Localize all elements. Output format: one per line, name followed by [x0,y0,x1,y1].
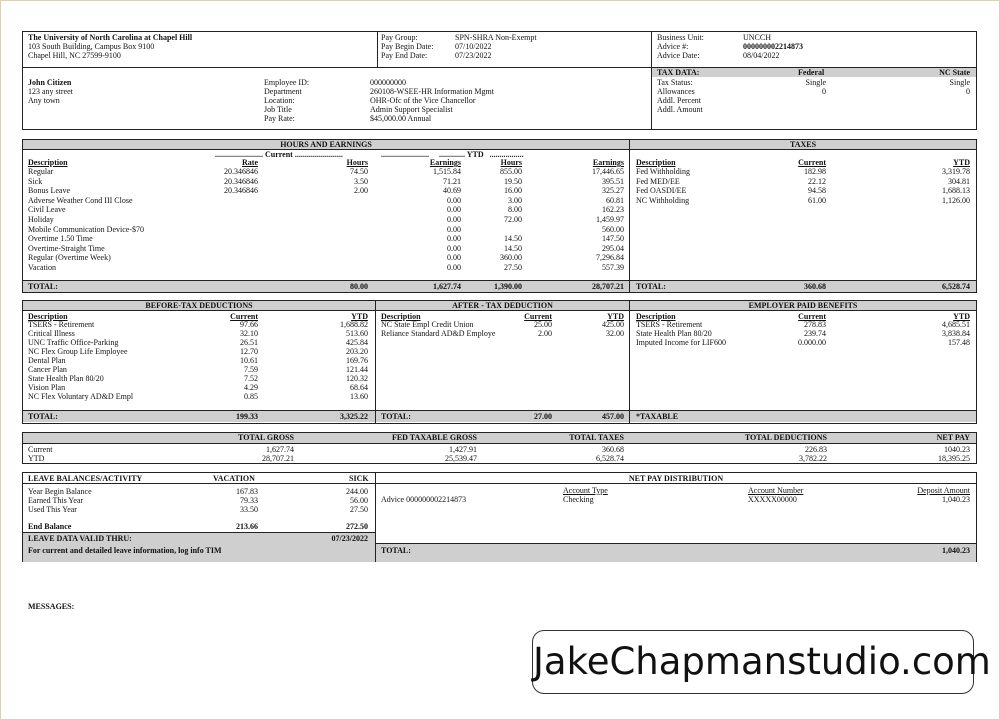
net-pay-total: 1,040.23 [942,546,970,555]
before-tax-row-desc: NC Flex Voluntary AD&D Empl [28,392,134,401]
after-tax-total-current: 27.00 [534,412,552,421]
earnings-total-ytd-hours: 1,390.00 [494,282,522,291]
tax-state-header: NC State [939,68,970,77]
before-tax-col-header: Current [230,312,258,321]
summary-col-header: TOTAL DEDUCTIONS [744,433,827,442]
employee-field-value: OHR-Ofc of the Vice Chancellor [370,96,476,105]
earnings-row-value: 3.50 [354,176,368,186]
earnings-row-value: 7,296.84 [596,253,624,263]
leave-valid-date: 07/23/2022 [331,534,368,543]
earnings-row-value: 0.00 [447,224,461,234]
summary-col-header: FED TAXABLE GROSS [391,433,477,442]
earnings-row-desc: Regular (Overtime Week) [28,253,111,263]
leave-sick-header: SICK [349,474,369,483]
earnings-row-value: 2.00 [354,186,368,196]
pay-group-value: SPN-SHRA Non-Exempt [455,33,537,42]
before-tax-row-value: 0.85 [244,392,258,401]
pay-begin-value: 07/10/2022 [455,42,492,51]
taxes-row-value: 1,688.13 [942,186,970,196]
net-pay-col-account-number: Account Number [748,486,804,495]
employee-field-label: Job Title [264,105,292,114]
earnings-row-value: 74.50 [350,167,368,176]
leave-row-sick: 244.00 [346,487,368,496]
leave-valid-label: LEAVE DATA VALID THRU: [28,534,132,543]
benefits-total-bar [630,410,976,422]
before-tax-row-value: 26.51 [240,338,258,347]
employee-name: John Citizen [28,78,72,87]
taxes-col-header: Current [798,158,826,167]
earnings-row-value: 20.346846 [224,167,258,176]
earnings-row-value: 20.346846 [224,176,258,186]
advice-number-value: 000000002214873 [743,42,803,51]
before-tax-row-value: 203.20 [346,347,368,356]
earnings-row-value: 27.50 [504,263,522,272]
taxes-row-value: 3,319.78 [942,167,970,176]
after-tax-title: AFTER - TAX DEDUCTION [376,301,629,311]
taxes-title: TAXES [630,140,976,150]
earnings-total-ytd-earnings: 28,707.21 [592,282,624,291]
earnings-row-value: 0.00 [447,243,461,253]
earnings-row-value: 8.00 [508,205,522,215]
earnings-col-header: Earnings [592,158,624,167]
tax-data-label: Allowances [657,87,695,96]
summary-row-label: YTD [28,454,45,463]
employee-field-value: 260108-WSEE-HR Information Mgmt [370,87,494,96]
watermark: JakeChapmanstudio.com [532,630,974,694]
leave-row-label: Year Begin Balance [28,487,92,496]
earnings-row-value: 1,459.97 [596,215,624,224]
tax-federal-header: Federal [798,68,825,77]
advice-date-value: 08/04/2022 [743,51,780,60]
benefits-row-value: 4,685.51 [942,320,970,329]
employee-field-value: Admin Support Specialist [370,105,453,114]
employer-benefits-title: EMPLOYER PAID BENEFITS [630,301,976,311]
taxable-label: *TAXABLE [636,412,679,421]
employee-field-value: $45,000.00 Annual [370,114,432,123]
earnings-row-value: 0.00 [447,195,461,205]
pay-end-value: 07/23/2022 [455,51,492,60]
taxes-total-current: 360.68 [804,282,826,291]
earnings-row-desc: Overtime-Straight Time [28,243,105,253]
before-tax-row-value: 425.84 [346,338,368,347]
earnings-row-value: 20.346846 [224,186,258,196]
business-unit-label: Business Unit: [657,33,704,42]
before-tax-row-value: 121.44 [346,365,368,374]
benefits-row-desc: Imputed Income for LIF600 [636,338,726,347]
benefits-row-value: 157.48 [948,338,970,347]
tax-data-state: 0 [966,87,970,96]
before-tax-row-value: 513.60 [346,329,368,338]
net-pay-title: NET PAY DISTRIBUTION [628,474,724,483]
earnings-total-hours: 80.00 [350,282,368,291]
net-pay-account-number: XXXXX00000 [748,495,797,504]
leave-info: For current and detailed leave information, log info TIM [28,546,222,555]
after-tax-col-header: Current [524,312,552,321]
earnings-row-desc: Civil Leave [28,205,66,215]
summary-row-value: 25,539.47 [445,454,477,463]
tax-data-label: Addl. Amount [657,105,703,114]
earnings-row-value: 395.51 [602,176,624,186]
earnings-row-value: 295.04 [602,243,624,253]
leave-row-vacation: 79.33 [240,496,258,505]
earnings-row-desc: Regular [28,167,54,176]
earnings-total-earnings: 1,627.74 [433,282,461,291]
earnings-row-value: 1,515.84 [433,167,461,176]
leave-row-vacation: 33.50 [240,505,258,514]
leave-row-sick: 56.00 [350,496,368,505]
taxes-row-value: 22.12 [808,176,826,186]
before-tax-row-value: 7.52 [244,374,258,383]
before-tax-row-value: 169.76 [346,356,368,365]
earnings-row-value: 72.00 [504,215,522,224]
before-tax-row-value: 1,688.82 [340,320,368,329]
earnings-row-desc: Adverse Weather Cond III Close [28,195,133,205]
benefits-row-desc: State Health Plan 80/20 [636,329,712,338]
before-tax-row-desc: TSERS - Retirement [28,320,95,329]
before-tax-row-value: 13.60 [350,392,368,401]
taxes-row-value: 61.00 [808,195,826,205]
taxes-total-ytd: 6,528.74 [942,282,970,291]
taxes-row-desc: Fed OASDI/EE [636,186,687,196]
after-tax-row-value: 25.00 [534,320,552,329]
pay-group-label: Pay Group: [381,33,418,42]
summary-row-value: 6,528.74 [596,454,624,463]
tax-data-federal: 0 [822,87,826,96]
earnings-total-label: TOTAL: [28,282,58,291]
before-tax-row-desc: NC Flex Group Life Employee [28,347,128,356]
earnings-row-value: 0.00 [447,205,461,215]
earnings-row-value: 19.50 [504,176,522,186]
earnings-row-value: 0.00 [447,215,461,224]
earnings-row-value: 17,446.65 [592,167,624,176]
earnings-row-value: 560.00 [602,224,624,234]
business-unit-value: UNCCH [743,33,772,42]
summary-row-value: 226.83 [805,445,827,454]
summary-row-value: 28,707.21 [262,454,294,463]
before-tax-col-header: Description [28,312,68,321]
net-pay-total-label: TOTAL: [381,546,411,555]
after-tax-row-value: 32.00 [606,329,624,338]
after-tax-col-header: YTD [607,312,624,321]
advice-date-label: Advice Date: [657,51,700,60]
earnings-row-desc: Vacation [28,263,56,272]
before-tax-total-ytd: 3,325.22 [340,412,368,421]
earnings-col-header: Description [28,158,68,167]
benefits-row-desc: TSERS - Retirement [636,320,703,329]
summary-col-header: TOTAL TAXES [569,433,624,442]
summary-row-value: 1,427.91 [449,445,477,454]
net-pay-deposit: 1,040.23 [942,495,970,504]
before-tax-row-desc: Dental Plan [28,356,66,365]
earnings-row-value: 71.21 [443,176,461,186]
leave-title: LEAVE BALANCES/ACTIVITY [28,474,143,483]
earnings-col-header: Earnings [429,158,461,167]
leave-end-sick: 272.50 [346,522,368,531]
employer-address-2: Chapel Hill, NC 27599-9100 [28,51,121,60]
taxes-row-desc: NC Withholding [636,195,690,205]
earnings-col-header: Hours [500,158,522,167]
earnings-row-value: 14.50 [504,243,522,253]
benefits-row-value: 278.83 [804,320,826,329]
leave-end-label: End Balance [28,522,72,531]
after-tax-row-desc: NC State Empl Credit Union [381,320,474,329]
messages-label: MESSAGES: [28,602,75,611]
before-tax-total-current: 199.33 [236,412,258,421]
earnings-row-value: 0.00 [447,253,461,263]
before-tax-col-header: YTD [351,312,368,321]
ytd-group-label: ........................ ............. YTD ................. [381,150,524,159]
before-tax-row-value: 97.66 [240,320,258,329]
net-pay-col-account-type: Account Type [563,486,608,495]
earnings-row-value: 557.39 [602,263,624,272]
earnings-row-desc: Overtime 1.50 Time [28,234,93,244]
taxes-row-desc: Fed MED/EE [636,176,680,186]
before-tax-title: BEFORE-TAX DEDUCTIONS [23,301,375,311]
pay-begin-label: Pay Begin Date: [381,42,434,51]
earnings-row-desc: Mobile Communication Device-$70 [28,224,144,234]
taxes-total-label: TOTAL: [636,282,666,291]
current-group-label: ........................ Current ........................ [215,150,343,159]
header-box [22,31,977,130]
earnings-row-value: 162.23 [602,205,624,215]
before-tax-row-value: 68.64 [350,383,368,392]
leave-end-vacation: 213.66 [236,522,258,531]
before-tax-row-value: 7.59 [244,365,258,374]
after-tax-col-header: Description [381,312,421,321]
benefits-col-header: Description [636,312,676,321]
summary-row-value: 1,627.74 [266,445,294,454]
earnings-row-value: 360.00 [500,253,522,263]
leave-row-label: Earned This Year [28,496,84,505]
earnings-row-value: 40.69 [443,186,461,196]
leave-row-label: Used This Year [28,505,77,514]
earnings-row-value: 855.00 [500,167,522,176]
after-tax-row-value: 425.00 [602,320,624,329]
before-tax-row-desc: Critical Illness [28,329,75,338]
earnings-row-desc: Sick [28,176,43,186]
employer-name: The University of North Carolina at Chapel Hill [28,33,193,42]
taxes-row-desc: Fed Withholding [636,167,690,176]
taxes-row-value: 94.58 [808,186,826,196]
summary-row-value: 18,395.25 [938,454,970,463]
tax-data-federal: Single [805,78,826,87]
before-tax-row-desc: UNC Traffic Office-Parking [28,338,119,347]
hours-earnings-title: HOURS AND EARNINGS [23,140,629,150]
summary-row-value: 3,782.22 [799,454,827,463]
benefits-row-value: 0.000.00 [798,338,826,347]
summary-col-header: NET PAY [936,433,970,442]
earnings-col-header: Hours [346,158,368,167]
summary-row-label: Current [28,445,53,454]
employee-field-label: Location: [264,96,295,105]
before-tax-row-value: 4.29 [244,383,258,392]
net-pay-advice: Advice 000000002214873 [381,495,467,504]
employee-city: Any town [28,96,60,105]
earnings-row-desc: Bonus Leave [28,186,70,196]
summary-row-value: 360.68 [602,445,624,454]
earnings-row-value: 147.50 [602,234,624,244]
earnings-row-value: 0.00 [447,234,461,244]
benefits-row-value: 239.74 [804,329,826,338]
before-tax-row-value: 32.10 [240,329,258,338]
employee-field-value: 000000000 [370,78,406,87]
earnings-row-value: 3.00 [508,195,522,205]
taxes-col-header: YTD [953,158,970,167]
after-tax-total-label: TOTAL: [381,412,411,421]
taxes-row-value: 304.81 [948,176,970,186]
pay-end-label: Pay End Date: [381,51,428,60]
before-tax-row-desc: Vision Plan [28,383,66,392]
earnings-row-value: 14.50 [504,234,522,244]
benefits-col-header: YTD [953,312,970,321]
tax-data-state: Single [949,78,970,87]
net-pay-account-type: Checking [563,495,594,504]
after-tax-total-ytd: 457.00 [602,412,624,421]
employee-field-label: Pay Rate: [264,114,295,123]
summary-row-value: 1040.23 [944,445,970,454]
earnings-row-value: 60.81 [606,195,624,205]
earnings-col-header: Rate [242,158,258,167]
before-tax-row-value: 10.61 [240,356,258,365]
before-tax-row-desc: State Health Plan 80/20 [28,374,104,383]
taxes-col-header: Description [636,158,676,167]
taxes-row-value: 1,126.00 [942,195,970,205]
summary-col-header: TOTAL GROSS [238,433,294,442]
before-tax-row-desc: Cancer Plan [28,365,67,374]
earnings-row-value: 0.00 [447,263,461,272]
employee-field-label: Employee ID: [264,78,310,87]
employer-address-1: 103 South Building, Campus Box 9100 [28,42,155,51]
tax-data-label: Addl. Percent [657,96,701,105]
net-pay-col-deposit: Deposit Amount [917,486,970,495]
earnings-row-desc: Holiday [28,215,54,224]
employee-field-label: Department [264,87,302,96]
after-tax-row-value: 2.00 [538,329,552,338]
before-tax-row-value: 12.70 [240,347,258,356]
earnings-row-value: 325.27 [602,186,624,196]
leave-row-sick: 27.50 [350,505,368,514]
tax-data-label: Tax Status: [657,78,693,87]
leave-row-vacation: 167.83 [236,487,258,496]
employee-street: 123 any street [28,87,73,96]
before-tax-total-label: TOTAL: [28,412,58,421]
benefits-col-header: Current [798,312,826,321]
taxes-row-value: 182.98 [804,167,826,176]
leave-vacation-header: VACATION [213,474,255,483]
advice-number-label: Advice #: [657,42,689,51]
benefits-row-value: 3,838.84 [942,329,970,338]
earnings-row-value: 16.00 [504,186,522,196]
before-tax-row-value: 120.32 [346,374,368,383]
after-tax-row-desc: Reliance Standard AD&D Employe [381,329,496,338]
tax-data-title: TAX DATA: [657,68,700,77]
